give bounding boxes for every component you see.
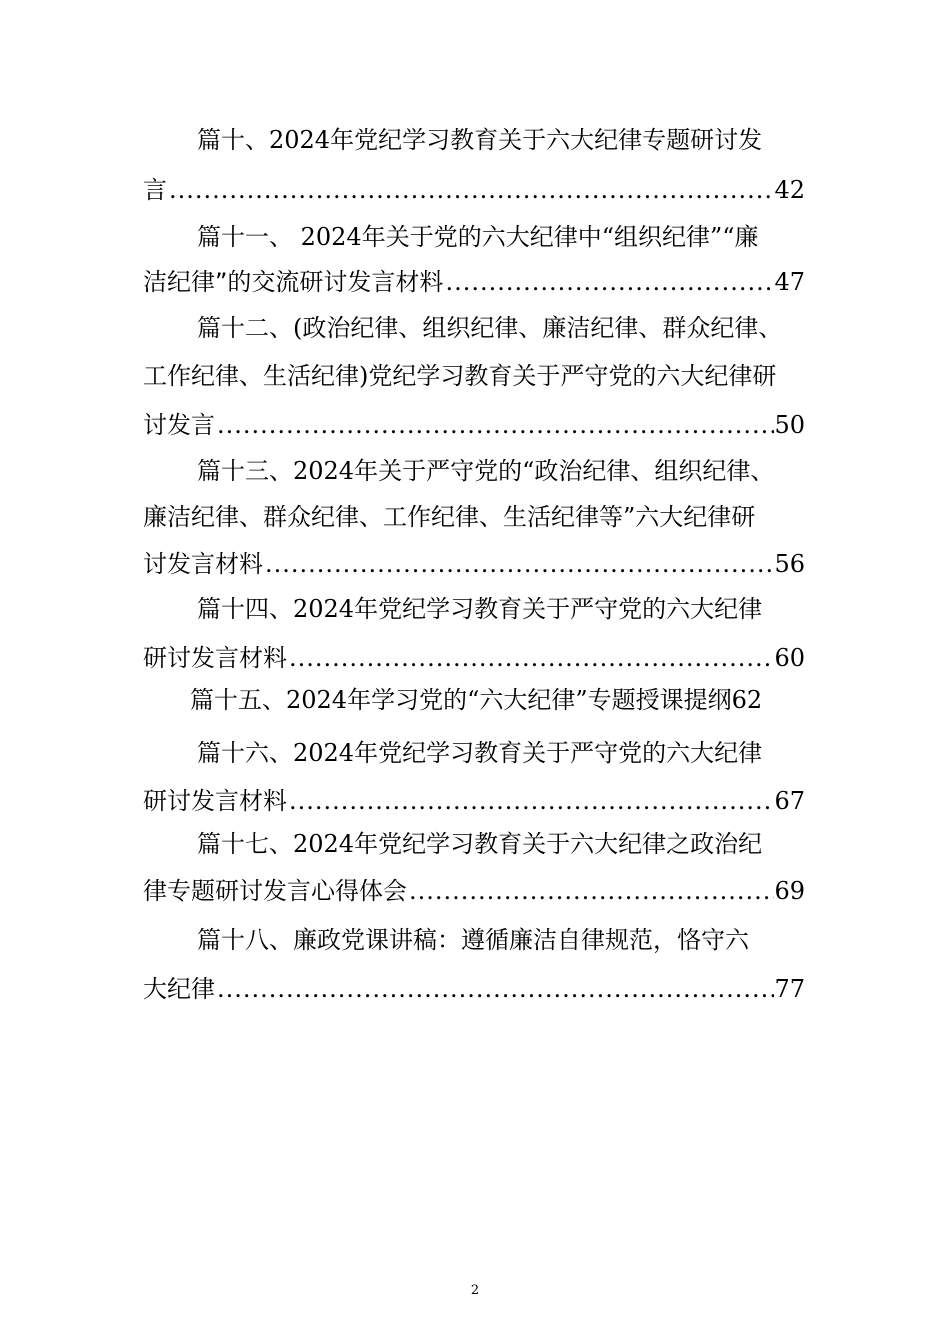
dot-leader (263, 549, 774, 579)
toc-entry-18-page: 77 (774, 975, 805, 1003)
toc-entry-11-last: 洁纪律”的交流研讨发言材料 (143, 268, 444, 296)
dot-leader (287, 786, 774, 816)
dot-leader (215, 410, 774, 440)
toc-entry-18-last: 大纪律 (143, 975, 215, 1003)
toc-entry-16-last: 研讨发言材料 (143, 787, 287, 815)
toc-entry-11-line1: 篇十一、 2024年关于党的六大纪律中“组织纪律”“廉 (197, 223, 759, 251)
toc-entry-10-last: 言 (143, 176, 167, 204)
toc-entry-16-line1: 篇十六、2024年党纪学习教育关于严守党的六大纪律 (197, 739, 763, 767)
toc-entry-17-last: 律专题研讨发言心得体会 (143, 877, 407, 905)
toc-entry-14-leader[interactable] (143, 643, 805, 673)
toc-entry-10-page: 42 (774, 176, 805, 204)
toc-entry-13-line1: 篇十三、2024年关于严守党的“政治纪律、组织纪律、 (197, 457, 775, 485)
toc-entry-13-last: 讨发言材料 (143, 550, 263, 578)
dot-leader (407, 876, 774, 906)
toc-entry-10-leader[interactable] (143, 175, 805, 205)
toc-entry-14-page: 60 (774, 644, 805, 672)
toc-entry-17-line1: 篇十七、2024年党纪学习教育关于六大纪律之政治纪 (197, 830, 763, 858)
toc-entry-15[interactable]: 篇十五、2024年学习党的“六大纪律”专题授课提纲62 (190, 686, 763, 714)
toc-entry-12-page: 50 (774, 411, 805, 439)
dot-leader (287, 643, 774, 673)
toc-entry-13-leader[interactable] (143, 549, 805, 579)
toc-entry-16-page: 67 (774, 787, 805, 815)
toc-entry-12-line2: 工作纪律、生活纪律)党纪学习教育关于严守党的六大纪律研 (143, 362, 777, 390)
page-number: 2 (470, 1283, 480, 1298)
toc-entry-11-leader[interactable] (143, 267, 805, 297)
toc-entry-14-line1: 篇十四、2024年党纪学习教育关于严守党的六大纪律 (197, 595, 763, 623)
toc-entry-10-line1: 篇十、2024年党纪学习教育关于六大纪律专题研讨发 (197, 126, 763, 154)
toc-entry-11-page: 47 (774, 268, 805, 296)
toc-entry-17-page: 69 (774, 877, 805, 905)
dot-leader (443, 267, 774, 297)
toc-entry-17-leader[interactable] (143, 876, 805, 906)
toc-entry-13-page: 56 (774, 550, 805, 578)
toc-entry-13-line2: 廉洁纪律、群众纪律、工作纪律、生活纪律等”六大纪律研 (143, 503, 756, 531)
toc-entry-18-leader[interactable] (143, 974, 805, 1004)
toc-entry-16-leader[interactable] (143, 786, 805, 816)
dot-leader (215, 974, 774, 1004)
toc-entry-12-line1: 篇十二、(政治纪律、组织纪律、廉洁纪律、群众纪律、 (197, 314, 783, 342)
dot-leader (167, 175, 774, 205)
toc-entry-14-last: 研讨发言材料 (143, 644, 287, 672)
toc-entry-12-last: 讨发言 (143, 411, 215, 439)
toc-entry-18-line1: 篇十八、廉政党课讲稿：遵循廉洁自律规范，恪守六 (197, 926, 749, 954)
toc-entry-12-leader[interactable] (143, 410, 805, 440)
